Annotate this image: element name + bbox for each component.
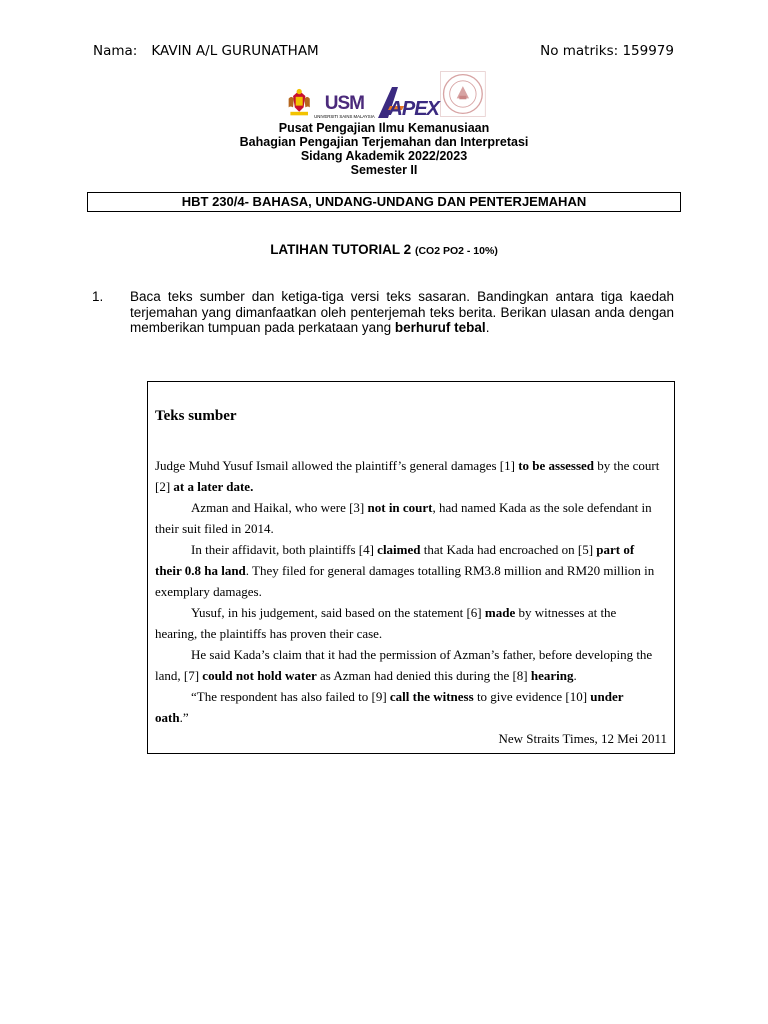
bold-term: at a later date.	[173, 479, 254, 494]
question-text-end: .	[485, 320, 490, 335]
text-run: Azman and Haikal, who were [3]	[191, 500, 368, 515]
text-run: , had named Kada as the sole defendant in their suit filed in 2014.	[155, 500, 652, 536]
course-title: HBT 230/4- BAHASA, UNDANG-UNDANG DAN PENTERJEMAHAN	[181, 194, 587, 209]
bold-term: not in court	[367, 500, 433, 515]
text-run: by the court [2]	[155, 458, 660, 494]
bold-term: claimed	[377, 542, 421, 557]
university-seal-logo	[440, 68, 486, 120]
text-run: to give evidence [10]	[473, 689, 591, 704]
matric-number: No matriks: 159979	[540, 43, 674, 59]
course-title-box	[87, 192, 681, 212]
text-run: by witnesses at the hearing, the plaintiffs has proven their case.	[155, 605, 617, 641]
bold-term: could not hold water	[202, 668, 317, 683]
academic-session: Sidang Akademik 2022/2023	[300, 149, 468, 163]
source-paragraph-2	[155, 497, 660, 539]
source-paragraph-4	[155, 602, 660, 644]
apex-logo	[376, 84, 439, 120]
tutorial-title: LATIHAN TUTORIAL 2	[270, 242, 412, 257]
student-name	[93, 43, 319, 59]
question-text-part: Baca teks sumber dan ketiga-tiga versi teks sasaran. Bandingkan antara tiga kaedah terjemahan yang dimanfaatkan oleh penterjemah teks berita. Berikan ulasan anda dengan memberikan tumpuan pada perkataan yang	[130, 289, 674, 335]
source-paragraph-6	[155, 686, 660, 728]
bold-term: under oath	[155, 689, 624, 725]
name-value: KAVIN A/L GURUNATHAM	[151, 43, 319, 59]
text-run: .”	[179, 710, 189, 725]
text-run: .	[573, 668, 577, 683]
text-run: . They filed for general damages totalling RM3.8 million and RM20 million in exemplary damages.	[155, 563, 655, 599]
tutorial-note: (CO2 PO2 - 10%)	[414, 245, 498, 257]
text-run: He said Kada’s claim that it had the permission of Azman’s father, before developing the land, [7]	[155, 647, 653, 683]
source-body	[155, 455, 660, 728]
source-text-box	[147, 381, 675, 754]
text-run: In their affidavit, both plaintiffs [4]	[191, 542, 378, 557]
bold-term: to be assessed	[518, 458, 595, 473]
malaysia-crest-logo	[286, 86, 312, 120]
bold-term: made	[484, 605, 516, 620]
bold-term: hearing	[530, 668, 574, 683]
tutorial-heading	[0, 242, 768, 257]
bold-term: call the witness	[389, 689, 474, 704]
text-run: as Azman had denied this during the [8]	[316, 668, 531, 683]
question-number: 1.	[92, 289, 104, 304]
text-run: Judge Muhd Yusuf Ismail allowed the plaintiff’s general damages [1]	[155, 458, 519, 473]
institution-school: Pusat Pengajian Ilmu Kemanusiaan	[278, 121, 490, 135]
source-paragraph-1	[155, 455, 660, 497]
question-1	[92, 289, 674, 336]
source-heading: Teks sumber	[155, 408, 237, 424]
institution-block	[0, 121, 768, 177]
logo-strip	[286, 68, 486, 120]
source-paragraph-5	[155, 644, 660, 686]
bold-term: part of their 0.8 ha land	[155, 542, 635, 578]
usm-wordmark: USM	[324, 93, 365, 114]
student-header	[93, 43, 674, 59]
question-text-bold: berhuruf tebal	[394, 320, 486, 335]
question-text	[130, 289, 674, 336]
usm-logo	[314, 93, 375, 120]
name-label: Nama:	[93, 43, 138, 59]
text-run: Yusuf, in his judgement, said based on the statement [6]	[191, 605, 485, 620]
institution-section: Bahagian Pengajian Terjemahan dan Interpretasi	[239, 135, 529, 149]
apex-wordmark: APEX	[388, 98, 439, 120]
source-paragraph-3	[155, 539, 660, 602]
text-run: “The respondent has also failed to [9]	[191, 689, 390, 704]
text-run: that Kada had encroached on [5]	[420, 542, 597, 557]
usm-caption: UNIVERSITI SAINS MALAYSIA	[314, 114, 375, 119]
source-citation: New Straits Times, 12 Mei 2011	[498, 731, 667, 746]
semester: Semester II	[350, 163, 418, 177]
